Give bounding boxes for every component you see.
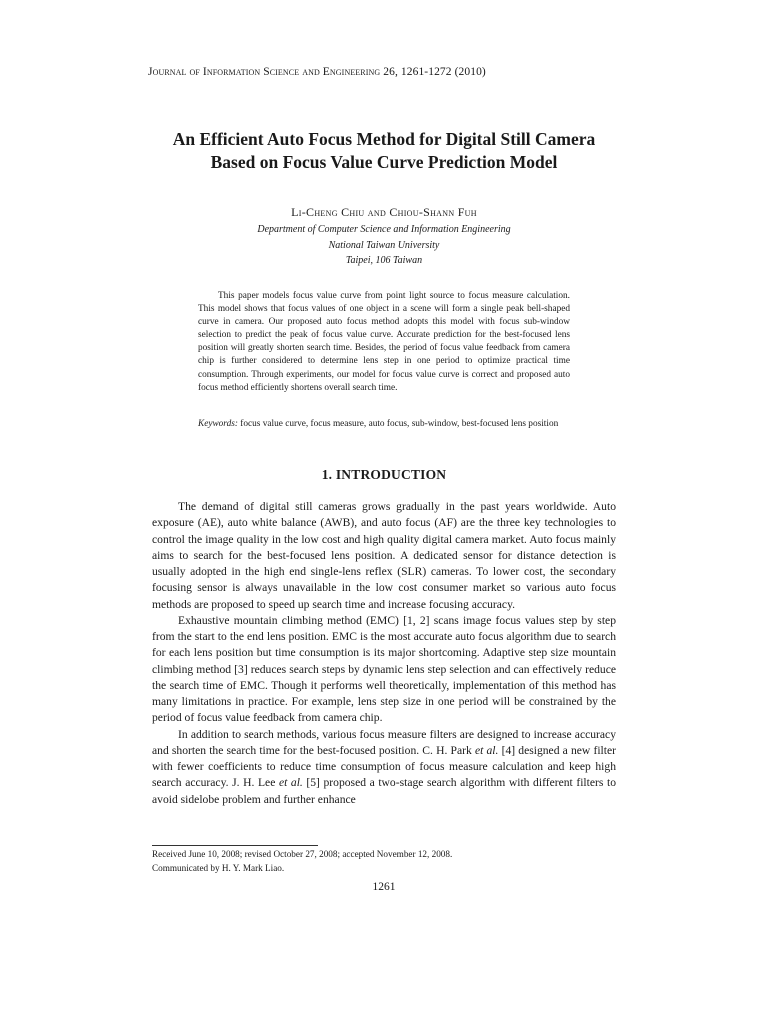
footnotes <box>152 848 616 875</box>
journal-citation: 26, 1261-1272 (2010) <box>380 66 486 78</box>
paragraph-3-part-a: In addition to search methods, various focus measure filters are designed to increase accuracy and shorten the search time for the best-focused position. C. H. Park <box>152 727 616 757</box>
footnote-communicated: Communicated by H. Y. Mark Liao. <box>152 862 285 873</box>
author-list: Li-Cheng Chiu and Chiou-Shann Fuh <box>291 205 477 219</box>
footnote-received: Received June 10, 2008; revised October 27, 2008; accepted November 12, 2008. <box>152 849 453 859</box>
paragraph-3-part-c: [5] proposed a two-stage search algorithm with different filters to avoid sidelobe problem and further enhance <box>152 776 616 806</box>
journal-header <box>148 66 628 78</box>
et-al-1: et al. <box>474 743 499 757</box>
paragraph-2: Exhaustive mountain climbing method (EMC) [1, 2] scans image focus values step by step from the start to the end lens position. EMC is the most accurate auto focus algorithm due to search for each lens position but time consumption is its major shortcoming. Adaptive step size mountain climbing method [3] reduces search steps by dynamic lens step selection and can effectively reduce the search time of EMC. Though it performs well theoretically, implementation of this method has many limitations in practice. For example, lens step size in one period will be constrained by the period of focus value feedback from camera chip. <box>152 613 616 725</box>
journal-name: Journal of Information Science and Engineering <box>148 66 381 78</box>
footnote-divider <box>152 845 318 846</box>
abstract: This paper models focus value curve from point light source to focus measure calculation. This model shows that focus values of one object in a scene will form a single peak bell-shaped curve in camera. Our proposed auto focus method adopts this model with focus sub-window selection to predict the peak of focus value curve. Accurate prediction for the best-focused lens position will greatly shorten search time. Besides, the period of focus value feedback from camera chip is further considered to determine lens step in one period to optimize practical time consumption. Through experiments, our model for focus value curve is correct and proposed auto focus method efficiently shortens overall search time. <box>198 291 570 393</box>
paragraph-1: The demand of digital still cameras grows gradually in the past years worldwide. Auto exposure (AE), auto white balance (AWB), and auto focus (AF) are the three key technologies to control the image quality in the low cost and high quality digital camera market. Auto focus mainly aims to search for the best-focused lens position. A dedicated sensor for distance detection is usually adopted in the high end single-lens reflex (SLR) cameras. To lower cost, the secondary focusing sensor is always unavailable in the low cost consumer market so various auto focus methods are proposed to speed up search time and increase focusing accuracy. <box>152 500 616 611</box>
page-number: 1261 <box>372 881 396 893</box>
paragraph-3-part-b: [4] designed a new filter with fewer coefficients to reduce time consumption of focus measure calculation and keep high search accuracy. J. H. Lee <box>152 743 616 790</box>
affiliation-department: Department of Computer Science and Information Engineering <box>257 224 511 235</box>
body-text <box>152 499 616 808</box>
affiliation-university: National Taiwan University <box>328 239 440 251</box>
paper-title-line-1: An Efficient Auto Focus Method for Digital Still Camera <box>172 129 596 149</box>
affiliation-location: Taipei, 106 Taiwan <box>345 255 423 266</box>
paragraph-3 <box>152 727 616 808</box>
keywords <box>198 418 570 431</box>
paper-title <box>120 128 648 174</box>
paper-title-line-2: Based on Focus Value Curve Prediction Model <box>210 152 558 172</box>
et-al-2: et al. <box>278 776 303 790</box>
section-heading: 1. INTRODUCTION <box>321 467 447 482</box>
keywords-text: focus value curve, focus measure, auto focus, sub-window, best-focused lens position <box>237 419 559 429</box>
affiliation <box>120 222 648 269</box>
keywords-label: Keywords: <box>198 419 238 429</box>
